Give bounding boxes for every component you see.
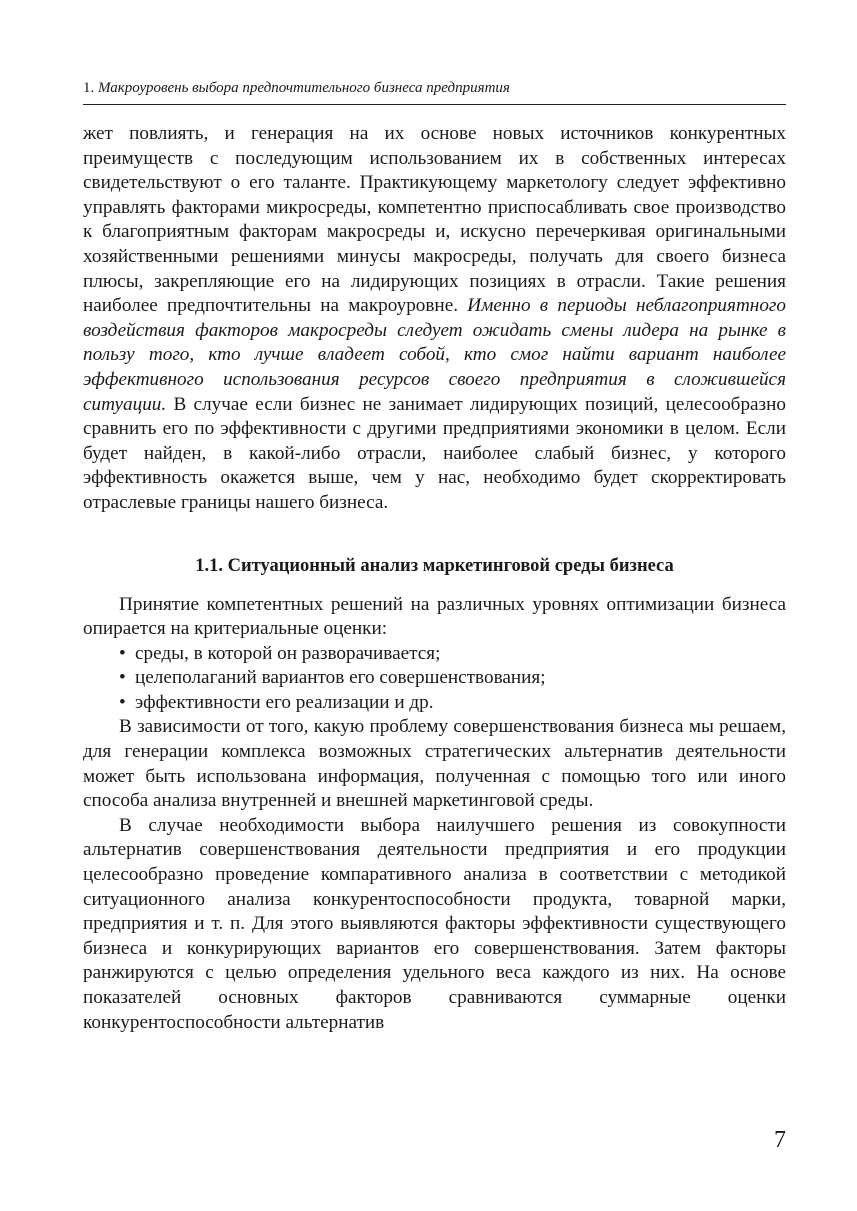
list-item-text: эффективности его реализации и др.	[135, 691, 434, 713]
paragraph-1-text-end: В случае если бизнес не занимает лидирующих позиций, целесообразно сравнить его по эффективности с другими предприятиями экономики в целом. Если будет найден, в какой-либо отрасли, наиболее слабый бизнес, у которого эффективность окажется выше, чем у нас, необходимо будет скорректировать отраслевые границы нашего бизнеса.	[83, 393, 786, 513]
running-head	[83, 78, 786, 105]
paragraph-4: В случае необходимости выбора наилучшего решения из совокупности альтернатив совершенствования деятельности предприятия и его продукции целесообразно проведение компаративного анализа в соответствии с методикой ситуационного анализа конкурентоспособности продукта, товарной марки, предприятия и т. п. Для этого выявляются факторы эффективности существующего бизнеса и конкурирующих вариантов его совершенствования. Затем факторы ранжируются с целью определения удельного веса каждого из них. На основе показателей основных факторов сравниваются суммарные оценки конкурентоспособности альтернатив	[83, 814, 786, 1033]
bullet-icon: •	[119, 642, 126, 664]
list-item-text: среды, в которой он разворачивается;	[135, 642, 441, 664]
page-number: 7	[774, 1127, 786, 1153]
running-head-title: Макроуровень выбора предпочтительного бизнеса предприятия	[98, 80, 510, 96]
paragraph-1	[83, 122, 786, 516]
section-heading: 1.1. Ситуационный анализ маркетинговой среды бизнеса	[195, 555, 674, 576]
paragraph-1-italic-emphasis: Именно в периоды неблагоприятного воздействия факторов макросреды следует ожидать смены лидера на рынке в пользу того, кто лучше владеет собой, кто смог найти вариант наиболее эффективного использования ресурсов своего предприятия в сложившейся ситуации.	[83, 295, 786, 415]
body-text	[83, 122, 786, 1035]
bullet-icon: •	[119, 691, 126, 713]
list-item	[83, 691, 786, 716]
paragraph-3: В зависимости от того, какую проблему совершенствования бизнеса мы решаем, для генерации комплекса возможных стратегических альтернатив деятельности может быть использована информация, полученная с помощью того или иного способа анализа внутренней и внешней маркетинговой среды.	[83, 716, 786, 812]
page-body	[83, 78, 786, 1035]
bullet-icon: •	[119, 667, 126, 689]
running-head-number: 1.	[83, 80, 95, 96]
list-item	[83, 642, 786, 667]
paragraph-1-text-start: жет повлиять, и генерация на их основе новых источников конкурентных преимуществ с последующим использованием их в собственных интересах свидетельствуют о его таланте. Практикующему маркетологу следует эффективно управлять факторами микросреды, компетентно приспосабливать свое производство к благоприятным факторам макросреды и, искусно перечеркивая оригинальными хозяйственными решениями минусы макросреды, получать для своего бизнеса плюсы, закрепляющие его на лидирующих позициях в отрасли. Такие решения наиболее предпочтительны на макроуровне.	[83, 123, 786, 317]
criteria-list	[83, 642, 786, 716]
list-item-text: целеполаганий вариантов его совершенствования;	[135, 667, 546, 689]
paragraph-2: Принятие компетентных решений на различных уровнях оптимизации бизнеса опирается на критериальные оценки:	[83, 593, 786, 640]
list-item	[83, 666, 786, 691]
